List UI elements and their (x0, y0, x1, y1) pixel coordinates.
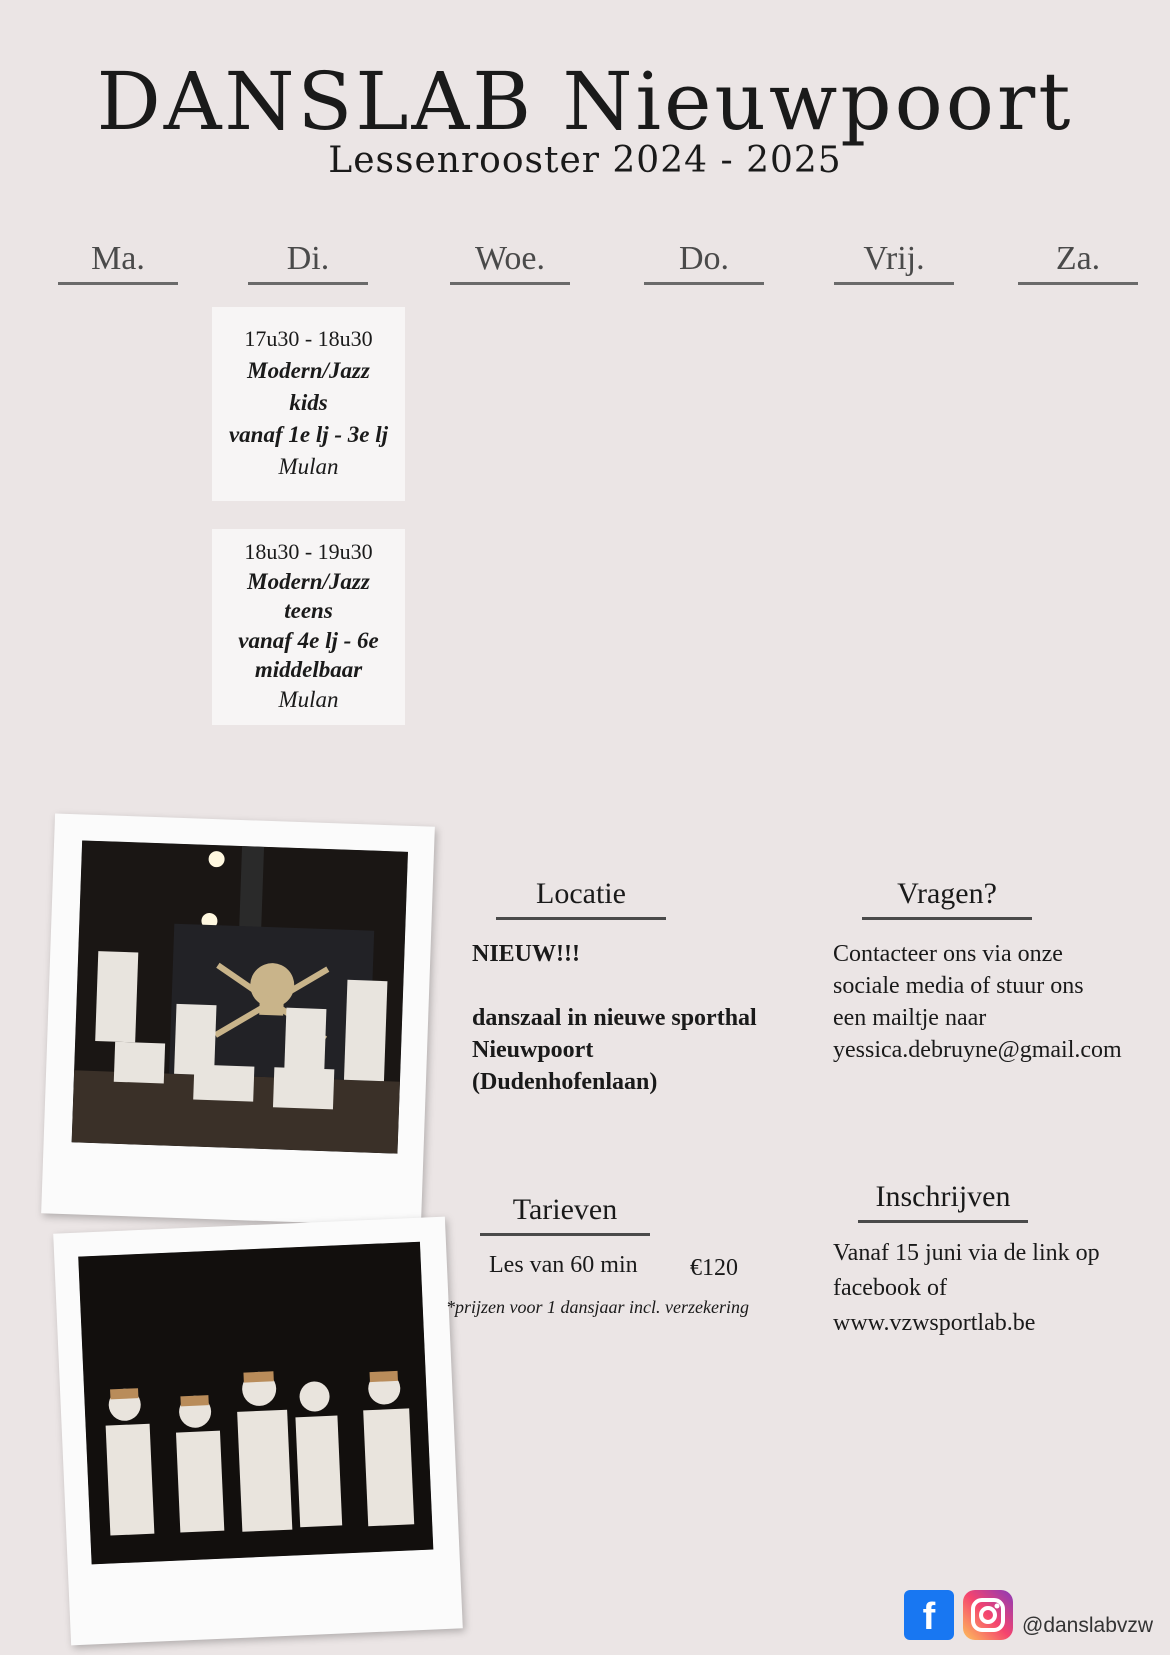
day-header-ma: Ma. (58, 240, 178, 285)
inschrijven-text (833, 1236, 1163, 1341)
instagram-glyph (963, 1590, 1013, 1640)
vragen-heading: Vragen? (862, 877, 1032, 920)
class-time: 18u30 - 19u30 (244, 539, 373, 564)
day-header-vrij: Vrij. (834, 240, 954, 285)
tarieven-note: *prijzen voor 1 dansjaar incl. verzekering (446, 1297, 749, 1317)
day-header-do: Do. (644, 240, 764, 285)
locatie-new-label: NIEUW!!! (472, 941, 580, 967)
vragen-text (833, 938, 1163, 1066)
day-header-di: Di. (248, 240, 368, 285)
social-handle[interactable]: @danslabvzw (1022, 1614, 1154, 1637)
locatie-address (472, 1002, 802, 1098)
tarieven-item: Les van 60 min (489, 1252, 638, 1278)
class-teacher: Mulan (278, 454, 339, 479)
photo-pirate-dancers (72, 840, 408, 1153)
tarieven-price: €120 (690, 1255, 738, 1281)
locatie-line: Nieuwpoort (472, 1037, 594, 1063)
class-time: 17u30 - 18u30 (244, 326, 373, 351)
class-group: teens (284, 598, 333, 623)
polaroid-photo-group (53, 1217, 463, 1646)
class-group: kids (289, 390, 328, 415)
class-card-kids (212, 307, 405, 501)
instagram-icon[interactable] (963, 1590, 1013, 1640)
day-header-za: Za. (1018, 240, 1138, 285)
inschrijven-line: Vanaf 15 juni via de link op (833, 1240, 1100, 1266)
polaroid-photo-pirates (41, 813, 435, 1226)
class-teacher: Mulan (278, 686, 339, 712)
page-subtitle: Lessenrooster 2024 - 2025 (328, 140, 842, 181)
photo-dance-group (78, 1242, 433, 1565)
locatie-line: (Dudenhofenlaan) (472, 1069, 658, 1095)
vragen-line: Contacteer ons via onze (833, 941, 1063, 967)
locatie-line: danszaal in nieuwe sporthal (472, 1005, 757, 1031)
vragen-line: een mailtje naar (833, 1005, 987, 1031)
day-header-woe: Woe. (450, 240, 570, 285)
inschrijven-heading: Inschrijven (858, 1180, 1028, 1223)
class-style: Modern/Jazz (247, 358, 370, 383)
vragen-line: sociale media of stuur ons (833, 973, 1084, 999)
facebook-glyph: f (922, 1596, 936, 1638)
pirate-scene-image (72, 840, 408, 1153)
locatie-heading: Locatie (496, 877, 666, 920)
dance-group-image (78, 1242, 433, 1565)
inschrijven-line: facebook of (833, 1275, 947, 1301)
contact-email-link[interactable]: yessica.debruyne@gmail.com (833, 1037, 1122, 1063)
page-title: DANSLAB Nieuwpoort (96, 55, 1074, 148)
website-link[interactable]: www.vzwsportlab.be (833, 1310, 1036, 1336)
class-level-2: middelbaar (254, 657, 363, 682)
class-level: vanaf 4e lj - 6e (238, 627, 379, 653)
class-style: Modern/Jazz (247, 568, 370, 594)
class-card-teens (212, 529, 405, 725)
class-level: vanaf 1e lj - 3e lj (228, 422, 389, 447)
tarieven-heading: Tarieven (480, 1193, 650, 1236)
facebook-icon[interactable] (904, 1590, 954, 1640)
